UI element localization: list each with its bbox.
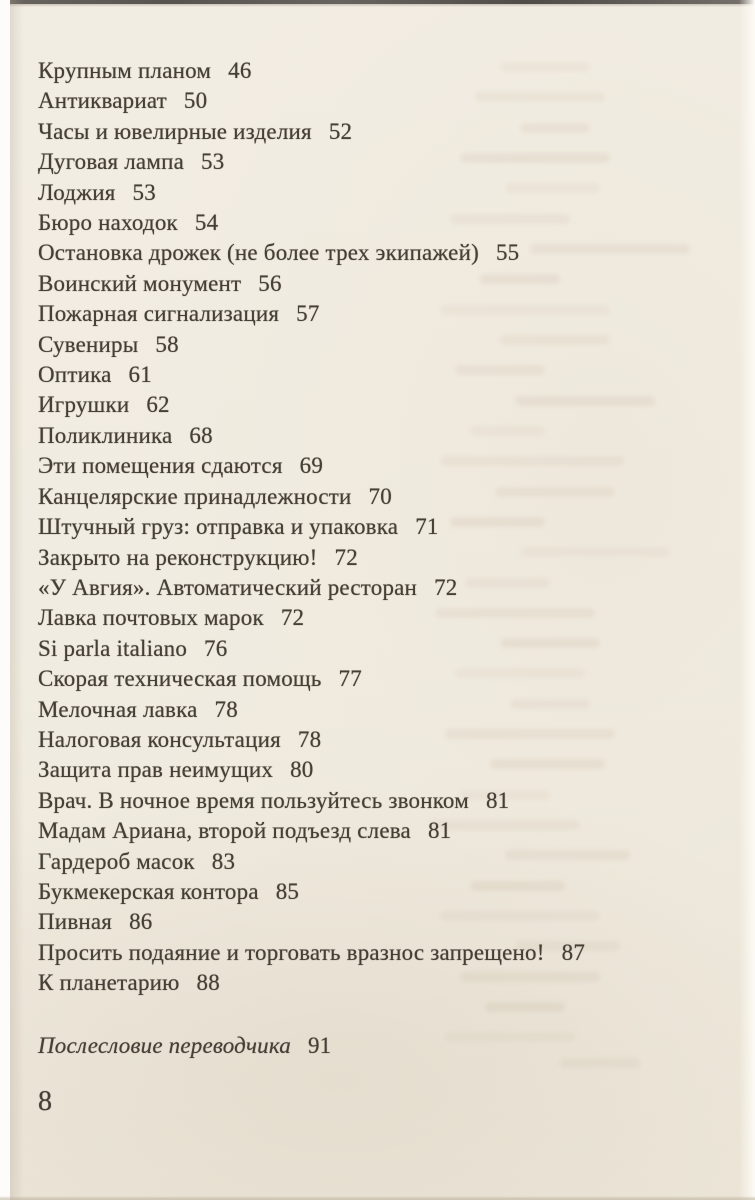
toc-entry-title: Лоджия: [38, 179, 116, 205]
toc-entry-title: Закрыто на реконструкцию!: [38, 544, 318, 570]
toc-entry-title: Букмекерская контора: [38, 878, 259, 904]
toc-entry-title: «У Авгия». Автоматический ресторан: [38, 574, 418, 600]
toc-entry-title: Скорая техническая помощь: [38, 666, 322, 692]
toc-entry-page-number: 81: [485, 787, 510, 813]
toc-afterword-entry: [38, 1031, 725, 1061]
toc-entry: [38, 56, 725, 86]
toc-entry-page-number: 70: [368, 483, 392, 509]
toc-entry-page-number: 78: [214, 696, 238, 722]
toc-entry-page-number: 68: [189, 422, 213, 448]
toc-entry: [38, 178, 725, 208]
toc-entry-title: Поликлиника: [38, 422, 173, 448]
toc-entry-title: Гардероб масок: [38, 848, 195, 874]
toc-entry-page-number: 72: [280, 605, 305, 631]
toc-entry-page-number: 72: [334, 544, 358, 570]
toc-entry: [38, 938, 725, 968]
toc-entry: [38, 117, 725, 147]
toc-entry-title: Эти помещения сдаются: [38, 453, 283, 479]
toc-entry-title: Остановка дрожек (не более трех экипажей): [38, 240, 479, 266]
toc-entry-page-number: 80: [290, 757, 314, 783]
toc-entry: [38, 877, 725, 907]
toc-entry-title: Канцелярские принадлежности: [38, 483, 352, 509]
toc-entry-title: Мадам Ариана, второй подъезд слева: [38, 818, 411, 844]
afterword-page-number: 91: [307, 1032, 332, 1058]
toc-entry-page-number: 55: [495, 240, 520, 266]
afterword-title: Послесловие переводчика: [38, 1032, 291, 1058]
toc-entry: [38, 573, 725, 603]
toc-entry-page-number: 54: [194, 210, 219, 236]
toc-entry-page-number: 57: [296, 301, 320, 327]
toc-entry-page-number: 61: [128, 362, 152, 388]
toc-entry: [38, 786, 725, 816]
toc-entry-page-number: 52: [328, 118, 353, 144]
toc-entry-page-number: 86: [129, 909, 153, 935]
toc-entry-title: Налоговая консультация: [38, 726, 281, 752]
toc-entry-title: Мелочная лавка: [38, 696, 198, 722]
toc-entry: [38, 421, 725, 451]
scan-bottom-edge: [0, 1196, 755, 1200]
toc-entry: [38, 269, 725, 299]
toc-list: [38, 56, 725, 999]
toc-entry: [38, 482, 725, 512]
toc-entry-title: Оптика: [38, 362, 112, 388]
toc-entry-title: Пожарная сигнализация: [38, 301, 280, 327]
toc-entry-page-number: 78: [297, 726, 322, 752]
toc-entry-page-number: 58: [155, 331, 179, 357]
scan-right-edge: [739, 0, 755, 1200]
page-number: 8: [38, 1086, 52, 1117]
toc-entry-page-number: 77: [338, 666, 362, 692]
toc-entry-page-number: 50: [183, 88, 208, 114]
toc-entry-page-number: 81: [427, 818, 452, 844]
toc-entry-title: Игрушки: [38, 392, 130, 418]
toc-entry: [38, 451, 725, 481]
toc-entry-page-number: 62: [146, 392, 170, 418]
toc-entry-page-number: 87: [561, 939, 586, 965]
toc-entry: [38, 86, 725, 116]
toc-entry-title: Дуговая лампа: [38, 149, 185, 175]
toc-entry-title: Бюро находок: [38, 210, 178, 236]
toc-entry-title: Сувениры: [38, 331, 139, 357]
toc-entry: [38, 847, 725, 877]
scan-left-margin: [0, 0, 10, 1200]
toc-entry-title: Просить подаяние и торговать вразнос запрещено!: [38, 939, 545, 965]
toc-entry: [38, 725, 725, 755]
toc-entry-page-number: 53: [201, 149, 225, 175]
toc-entry-title: Воинский монумент: [38, 270, 242, 296]
toc-entry-page-number: 88: [196, 970, 220, 996]
toc-entry: [38, 512, 725, 542]
toc-entry-title: Врач. В ночное время пользуйтесь звонком: [38, 787, 469, 813]
toc-entry-page-number: 71: [415, 514, 439, 540]
toc-entry: [38, 755, 725, 785]
toc-entry-page-number: 53: [132, 179, 156, 205]
toc-entry-title: Часы и ювелирные изделия: [38, 118, 312, 144]
toc-entry: [38, 664, 725, 694]
toc-entry: [38, 695, 725, 725]
toc-entry: [38, 390, 725, 420]
toc-entry: [38, 360, 725, 390]
toc-entry: [38, 603, 725, 633]
toc-entry-page-number: 72: [434, 574, 458, 600]
toc-entry-page-number: 69: [299, 453, 324, 479]
toc-entry: [38, 147, 725, 177]
toc-entry: [38, 330, 725, 360]
toc-entry: [38, 208, 725, 238]
toc-entry-title: Защита прав неимущих: [38, 757, 274, 783]
toc-entry: [38, 238, 725, 268]
toc-entry-title: Крупным планом: [38, 58, 212, 83]
toc-entry-page-number: 76: [204, 635, 228, 661]
toc-entry-page-number: 46: [228, 58, 252, 83]
toc-entry: [38, 543, 725, 573]
scan-top-edge-shadow: [0, 4, 755, 7]
toc-entry-page-number: 85: [275, 878, 300, 904]
toc-entry: [38, 968, 725, 998]
toc-entry: [38, 816, 725, 846]
toc-entry-title: Лавка почтовых марок: [38, 605, 264, 631]
scan-left-shade: [10, 0, 24, 1200]
toc-entry: [38, 299, 725, 329]
toc-entry: [38, 634, 725, 664]
toc-entry: [38, 907, 725, 937]
toc-entry-title: Штучный груз: отправка и упаковка: [38, 514, 399, 540]
toc-entry-title: К планетарию: [38, 970, 180, 996]
toc-entry-page-number: 83: [211, 848, 236, 874]
toc-entry-title: Пивная: [38, 909, 113, 935]
toc-entry-page-number: 56: [258, 270, 282, 296]
toc-entry-title: Антиквариат: [38, 88, 167, 114]
toc-entry-title: Si parla italiano: [38, 635, 188, 661]
